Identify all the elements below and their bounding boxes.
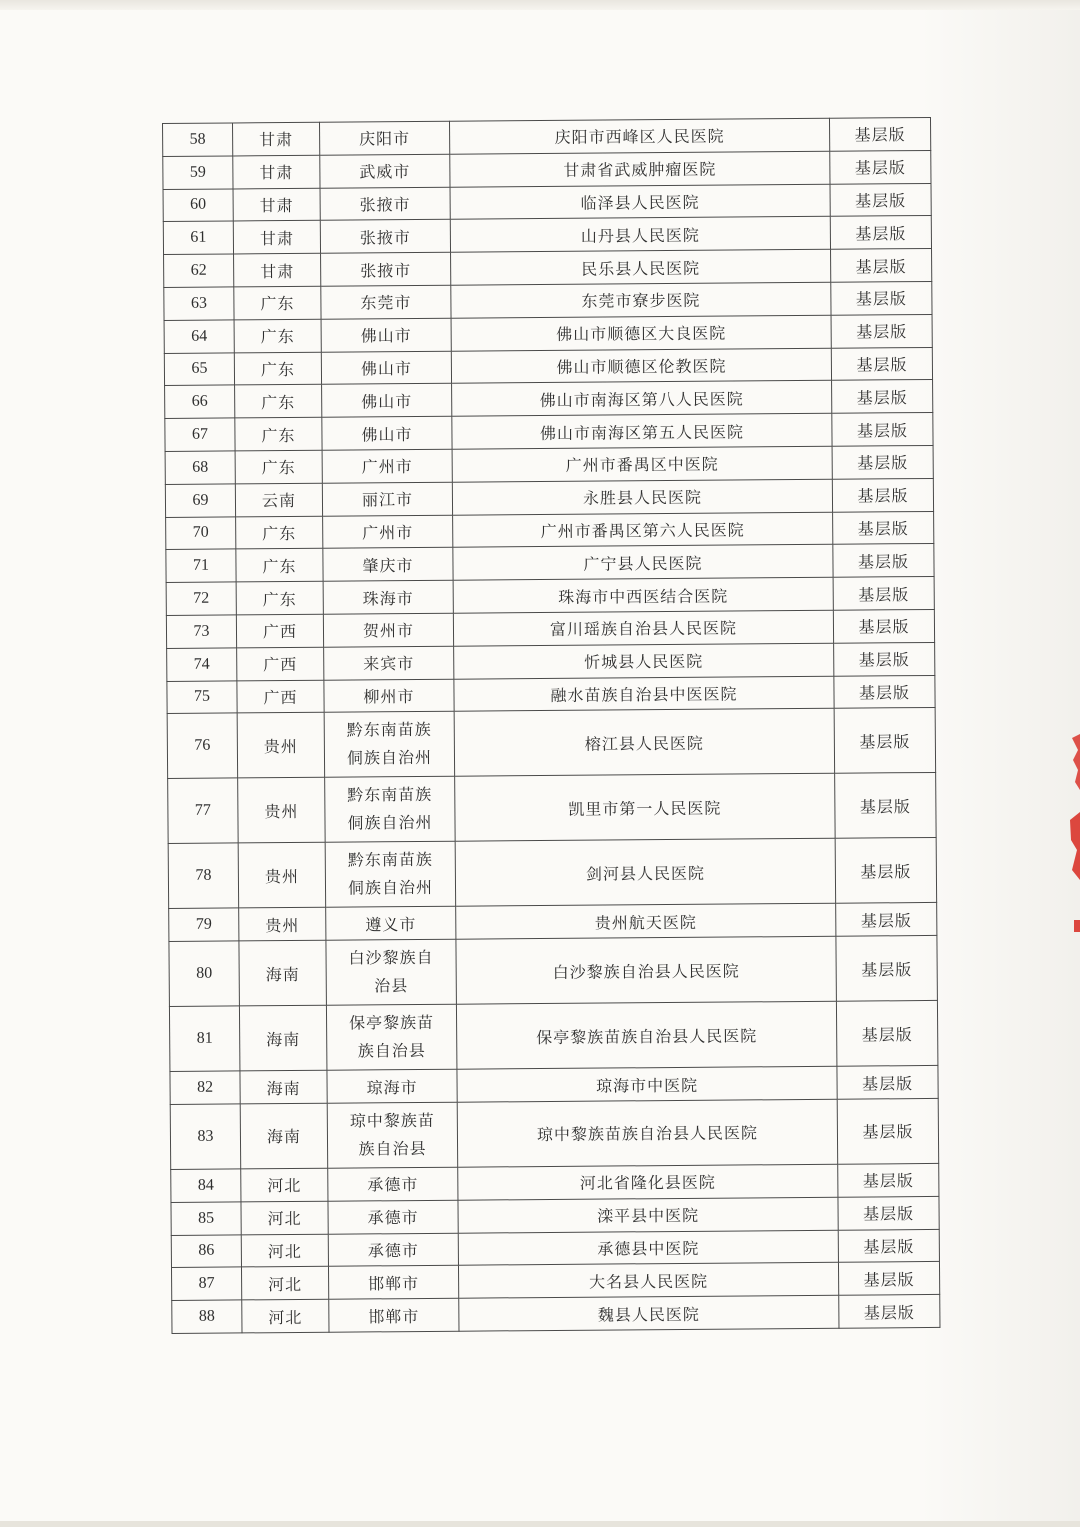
version-cell: 基层版 — [834, 675, 935, 709]
row-number: 77 — [168, 778, 239, 844]
province-cell: 广西 — [237, 680, 324, 713]
version-cell: 基层版 — [831, 314, 932, 348]
version-cell: 基层版 — [830, 150, 931, 184]
province-cell: 河北 — [242, 1299, 329, 1332]
province-cell: 广东 — [234, 319, 321, 352]
row-number: 74 — [167, 648, 237, 681]
province-cell: 广东 — [236, 516, 323, 549]
row-number: 76 — [167, 713, 238, 779]
scan-bottom-edge — [0, 1521, 1080, 1527]
version-cell: 基层版 — [833, 577, 934, 611]
row-number: 83 — [170, 1104, 241, 1170]
version-cell: 基层版 — [831, 281, 932, 315]
city-cell: 广州市 — [322, 449, 452, 483]
province-cell: 河北 — [241, 1234, 328, 1267]
version-cell: 基层版 — [838, 1262, 939, 1296]
row-number: 70 — [166, 516, 236, 549]
hospital-cell: 庆阳市西峰区人民医院 — [449, 118, 829, 154]
table-row — [169, 936, 937, 1007]
table-row — [168, 838, 936, 909]
province-cell: 云南 — [235, 483, 322, 516]
province-cell: 广东 — [235, 417, 322, 450]
version-cell: 基层版 — [839, 1295, 940, 1329]
row-number: 82 — [170, 1071, 240, 1104]
hospital-cell: 广州市番禺区第六人民医院 — [453, 512, 833, 548]
version-cell: 基层版 — [838, 1196, 939, 1230]
province-cell: 河北 — [241, 1267, 328, 1300]
city-line: 黔东南苗族 — [347, 785, 433, 805]
hospital-cell: 贵州航天医院 — [456, 904, 836, 940]
hospital-cell: 珠海市中西医结合医院 — [453, 577, 833, 613]
city-cell: 张掖市 — [320, 187, 450, 221]
province-cell: 甘肃 — [233, 221, 320, 254]
version-cell: 基层版 — [836, 936, 938, 1002]
province-cell: 贵州 — [238, 843, 326, 909]
hospital-cell: 大名县人民医院 — [458, 1263, 838, 1299]
row-number: 59 — [163, 156, 233, 189]
version-cell: 基层版 — [835, 838, 937, 904]
city-cell: 邯郸市 — [328, 1266, 458, 1300]
version-cell: 基层版 — [832, 445, 933, 479]
province-cell: 海南 — [239, 940, 327, 1006]
version-cell: 基层版 — [833, 511, 934, 545]
city-line: 保亭黎族苗 — [348, 1013, 435, 1033]
province-cell: 广东 — [236, 581, 323, 614]
scan-right-shade — [920, 10, 1080, 1521]
hospital-cell: 佛山市南海区第八人民医院 — [452, 381, 832, 417]
hospital-cell: 富川瑶族自治县人民医院 — [453, 610, 833, 646]
hospital-list-table — [162, 117, 940, 1334]
province-cell: 甘肃 — [233, 188, 320, 221]
version-cell: 基层版 — [834, 642, 935, 676]
province-cell: 贵州 — [237, 713, 325, 779]
city-cell: 承德市 — [328, 1167, 458, 1201]
city-cell — [327, 1102, 458, 1168]
hospital-cell: 佛山市南海区第五人民医院 — [452, 413, 832, 449]
city-cell: 佛山市 — [322, 416, 452, 450]
table-row — [168, 773, 936, 844]
city-cell: 贺州市 — [323, 613, 453, 647]
city-cell: 庆阳市 — [319, 121, 449, 155]
city-cell: 丽江市 — [322, 482, 452, 516]
city-line: 白沙黎族自 — [348, 948, 434, 968]
hospital-cell: 佛山市顺德区伦教医院 — [451, 348, 831, 384]
hospital-cell: 永胜县人民医院 — [452, 479, 832, 515]
province-cell: 贵州 — [238, 778, 326, 844]
city-cell: 张掖市 — [321, 252, 451, 286]
province-cell: 甘肃 — [233, 122, 320, 155]
row-number: 72 — [166, 582, 236, 615]
province-cell: 广东 — [236, 549, 323, 582]
hospital-cell: 佛山市顺德区大良医院 — [451, 315, 831, 351]
province-cell: 海南 — [240, 1103, 328, 1169]
version-cell: 基层版 — [837, 1098, 939, 1164]
province-cell: 广东 — [234, 352, 321, 385]
version-cell: 基层版 — [831, 347, 932, 381]
table-row — [170, 1098, 938, 1169]
hospital-cell: 广州市番禺区中医院 — [452, 446, 832, 482]
hospital-cell: 融水苗族自治县中医医院 — [454, 676, 834, 712]
city-cell: 武威市 — [320, 154, 450, 188]
city-cell: 珠海市 — [323, 580, 453, 614]
row-number: 84 — [171, 1169, 241, 1202]
city-line: 琼中黎族苗 — [349, 1110, 435, 1131]
province-cell: 甘肃 — [234, 253, 321, 286]
province-cell: 河北 — [241, 1201, 328, 1234]
row-number: 58 — [163, 123, 233, 156]
scan-top-edge — [0, 0, 1080, 10]
row-number: 63 — [164, 287, 234, 320]
hospital-cell: 凯里市第一人民医院 — [455, 774, 835, 842]
row-number: 85 — [171, 1202, 241, 1235]
city-line: 侗族自治州 — [347, 813, 433, 833]
province-cell: 河北 — [241, 1168, 328, 1201]
row-number: 86 — [171, 1234, 241, 1267]
city-cell: 遵义市 — [326, 907, 456, 941]
city-cell: 邯郸市 — [329, 1298, 459, 1332]
version-cell: 基层版 — [836, 1001, 938, 1067]
city-cell: 肇庆市 — [323, 548, 453, 582]
row-number: 66 — [165, 385, 235, 418]
city-cell: 琼海市 — [327, 1069, 457, 1103]
city-cell — [325, 777, 456, 843]
row-number: 68 — [165, 451, 235, 484]
row-number: 65 — [164, 353, 234, 386]
city-line: 侗族自治州 — [346, 748, 433, 768]
row-number: 80 — [169, 941, 240, 1007]
province-cell: 贵州 — [239, 908, 326, 941]
row-number: 61 — [163, 221, 233, 254]
hospital-cell: 河北省隆化县医院 — [458, 1164, 838, 1200]
hospital-cell: 山丹县人民医院 — [450, 217, 830, 253]
hospital-cell: 民乐县人民医院 — [451, 249, 831, 285]
province-cell: 海南 — [239, 1005, 327, 1071]
province-cell: 广东 — [234, 286, 321, 319]
hospital-cell: 临泽县人民医院 — [450, 184, 830, 220]
version-cell: 基层版 — [834, 708, 936, 774]
row-number: 78 — [168, 843, 239, 909]
hospital-cell: 白沙黎族自治县人民医院 — [456, 936, 836, 1004]
red-seal-fragment — [1066, 730, 1080, 940]
city-cell: 来宾市 — [324, 646, 454, 680]
hospital-cell: 琼中黎族苗族自治县人民医院 — [457, 1099, 837, 1167]
row-number: 87 — [171, 1267, 241, 1300]
version-cell: 基层版 — [836, 903, 937, 937]
city-line: 族自治县 — [358, 1138, 427, 1159]
hospital-cell: 滦平县中医院 — [458, 1197, 838, 1233]
version-cell: 基层版 — [829, 117, 930, 151]
row-number: 73 — [166, 615, 236, 648]
version-cell: 基层版 — [830, 183, 931, 217]
row-number: 60 — [163, 189, 233, 222]
city-cell: 佛山市 — [321, 318, 451, 352]
version-cell: 基层版 — [838, 1229, 939, 1263]
hospital-cell: 保亭黎族苗族自治县人民医院 — [456, 1001, 836, 1069]
row-number: 88 — [172, 1300, 242, 1333]
city-cell: 柳州市 — [324, 679, 454, 713]
city-cell — [324, 712, 455, 778]
row-number: 79 — [169, 908, 239, 941]
province-cell: 海南 — [240, 1070, 327, 1103]
hospital-cell: 甘肃省武威肿瘤医院 — [450, 151, 830, 187]
version-cell: 基层版 — [831, 249, 932, 283]
version-cell: 基层版 — [832, 478, 933, 512]
city-line: 黔东南苗族 — [346, 720, 432, 740]
city-cell — [326, 1004, 457, 1070]
city-cell: 承德市 — [328, 1233, 458, 1267]
city-line: 黔东南苗族 — [347, 850, 433, 870]
version-cell: 基层版 — [832, 380, 933, 414]
city-line: 族自治县 — [357, 1041, 426, 1061]
city-line: 侗族自治州 — [347, 878, 434, 898]
hospital-cell: 承德县中医院 — [458, 1230, 838, 1266]
city-cell — [325, 842, 456, 908]
row-number: 64 — [164, 320, 234, 353]
table-row — [169, 1001, 937, 1072]
table-row — [172, 1295, 940, 1334]
version-cell: 基层版 — [832, 413, 933, 447]
version-cell: 基层版 — [833, 609, 934, 643]
row-number: 62 — [164, 254, 234, 287]
province-cell: 甘肃 — [233, 155, 320, 188]
city-cell: 佛山市 — [321, 351, 451, 385]
version-cell: 基层版 — [835, 773, 937, 839]
city-cell: 张掖市 — [320, 220, 450, 254]
version-cell: 基层版 — [830, 216, 931, 250]
version-cell: 基层版 — [837, 1066, 938, 1100]
version-cell: 基层版 — [833, 544, 934, 578]
table-row — [167, 708, 935, 779]
row-number: 75 — [167, 680, 237, 713]
province-cell: 广西 — [236, 614, 323, 647]
hospital-cell: 忻城县人民医院 — [454, 643, 834, 679]
province-cell: 广西 — [237, 647, 324, 680]
hospital-cell: 广宁县人民医院 — [453, 545, 833, 581]
version-cell: 基层版 — [838, 1163, 939, 1197]
city-line: 治县 — [374, 976, 409, 996]
hospital-cell: 魏县人民医院 — [459, 1295, 839, 1331]
city-cell — [326, 939, 457, 1005]
province-cell: 广东 — [235, 450, 322, 483]
city-cell: 广州市 — [323, 515, 453, 549]
hospital-cell: 剑河县人民医院 — [455, 839, 835, 907]
row-number: 71 — [166, 549, 236, 582]
city-cell: 承德市 — [328, 1200, 458, 1234]
hospital-cell: 东莞市寮步医院 — [451, 282, 831, 318]
hospital-cell: 琼海市中医院 — [457, 1066, 837, 1102]
province-cell: 广东 — [235, 385, 322, 418]
city-cell: 佛山市 — [322, 384, 452, 418]
hospital-cell: 榕江县人民医院 — [454, 709, 834, 777]
row-number: 67 — [165, 418, 235, 451]
row-number: 81 — [169, 1006, 240, 1072]
row-number: 69 — [165, 484, 235, 517]
city-cell: 东莞市 — [321, 285, 451, 319]
